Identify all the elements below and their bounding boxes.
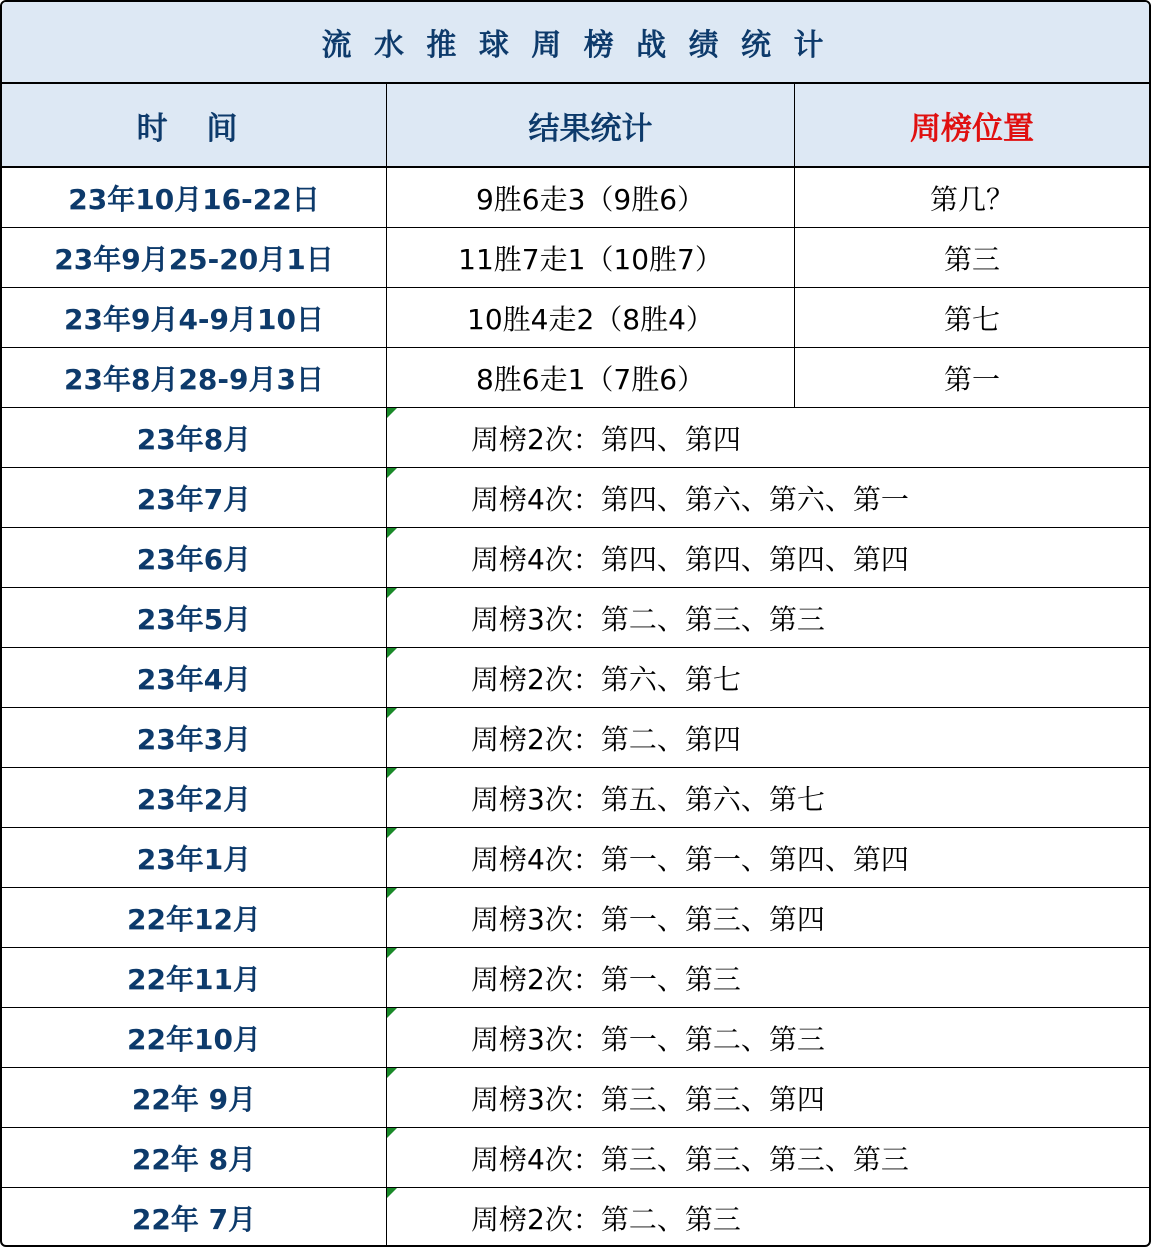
table-row [2,168,1149,228]
summary-cell [387,588,1149,647]
time-cell: 23年10月16-22日 [2,168,387,227]
summary-text: 周榜4次：第四、第六、第六、第一 [471,482,909,516]
table-row [2,1008,1149,1068]
summary-cell [387,828,1149,887]
time-cell: 22年 9月 [2,1068,387,1127]
place-cell: 第七 [943,302,1000,336]
comment-marker-icon [387,888,397,898]
summary-text: 周榜3次：第五、第六、第七 [471,782,825,816]
summary-text: 周榜4次：第四、第四、第四、第四 [471,542,909,576]
time-cell: 22年 7月 [2,1188,387,1247]
header-place: 周榜位置 [910,110,1034,147]
time-cell: 22年10月 [2,1008,387,1067]
comment-marker-icon [387,648,397,658]
result-cell: 8胜6走1（7胜6） [387,348,795,407]
summary-cell [387,468,1149,527]
result-cell: 11胜7走1（10胜7） [387,228,795,287]
result-cell: 10胜4走2（8胜4） [387,288,795,347]
result-cell: 9胜6走3（9胜6） [387,168,795,227]
time-cell: 23年4月 [2,648,387,707]
table-row [2,948,1149,1008]
summary-text: 周榜3次：第一、第三、第四 [471,902,825,936]
place-cell: 第一 [943,362,1000,396]
summary-text: 周榜3次：第一、第二、第三 [471,1022,825,1056]
summary-cell [387,768,1149,827]
place-cell: 第三 [943,242,1000,276]
header-result: 结果统计 [387,84,795,166]
summary-text: 周榜3次：第三、第三、第四 [471,1082,825,1116]
header-time: 时 间 [2,84,387,166]
summary-text: 周榜2次：第四、第四 [471,422,741,456]
table-row [2,708,1149,768]
time-cell: 23年1月 [2,828,387,887]
table-row [2,1188,1149,1247]
table-row [2,228,1149,288]
summary-cell [387,1128,1149,1187]
summary-cell [387,1008,1149,1067]
comment-marker-icon [387,468,397,478]
table-row [2,828,1149,888]
summary-text: 周榜4次：第一、第一、第四、第四 [471,842,909,876]
time-cell: 23年8月 [2,408,387,467]
time-cell: 23年8月28-9月3日 [2,348,387,407]
table-row [2,1068,1149,1128]
table-title: 流 水 推 球 周 榜 战 绩 统 计 [2,2,1149,84]
comment-marker-icon [387,528,397,538]
summary-cell [387,1188,1149,1247]
header-row [2,84,1149,168]
table-row [2,408,1149,468]
comment-marker-icon [387,708,397,718]
summary-cell [387,888,1149,947]
time-cell: 23年5月 [2,588,387,647]
time-cell: 23年9月25-20月1日 [2,228,387,287]
comment-marker-icon [387,828,397,838]
summary-text: 周榜4次：第三、第三、第三、第三 [471,1142,909,1176]
summary-cell [387,408,1149,467]
table-row [2,468,1149,528]
comment-marker-icon [387,1128,397,1138]
time-cell: 23年9月4-9月10日 [2,288,387,347]
comment-marker-icon [387,588,397,598]
place-cell: 第几？ [929,182,1014,216]
table-row [2,768,1149,828]
table-row [2,528,1149,588]
time-cell: 23年2月 [2,768,387,827]
table-row [2,888,1149,948]
table-body [2,168,1149,1247]
table-row [2,348,1149,408]
summary-text: 周榜2次：第一、第三 [471,962,741,996]
time-cell: 23年6月 [2,528,387,587]
table-row [2,1128,1149,1188]
summary-cell [387,648,1149,707]
summary-text: 周榜2次：第二、第三 [471,1203,741,1236]
comment-marker-icon [387,408,397,418]
time-cell: 23年3月 [2,708,387,767]
summary-cell [387,948,1149,1007]
comment-marker-icon [387,1008,397,1018]
comment-marker-icon [387,768,397,778]
comment-marker-icon [387,1068,397,1078]
time-cell: 23年7月 [2,468,387,527]
summary-text: 周榜2次：第六、第七 [471,662,741,696]
summary-cell [387,1068,1149,1127]
comment-marker-icon [387,1188,397,1198]
summary-text: 周榜2次：第二、第四 [471,722,741,756]
summary-text: 周榜3次：第二、第三、第三 [471,602,825,636]
table-row [2,648,1149,708]
summary-cell [387,708,1149,767]
time-cell: 22年11月 [2,948,387,1007]
table-row [2,588,1149,648]
comment-marker-icon [387,948,397,958]
time-cell: 22年 8月 [2,1128,387,1187]
summary-cell [387,528,1149,587]
time-cell: 22年12月 [2,888,387,947]
table-row [2,288,1149,348]
